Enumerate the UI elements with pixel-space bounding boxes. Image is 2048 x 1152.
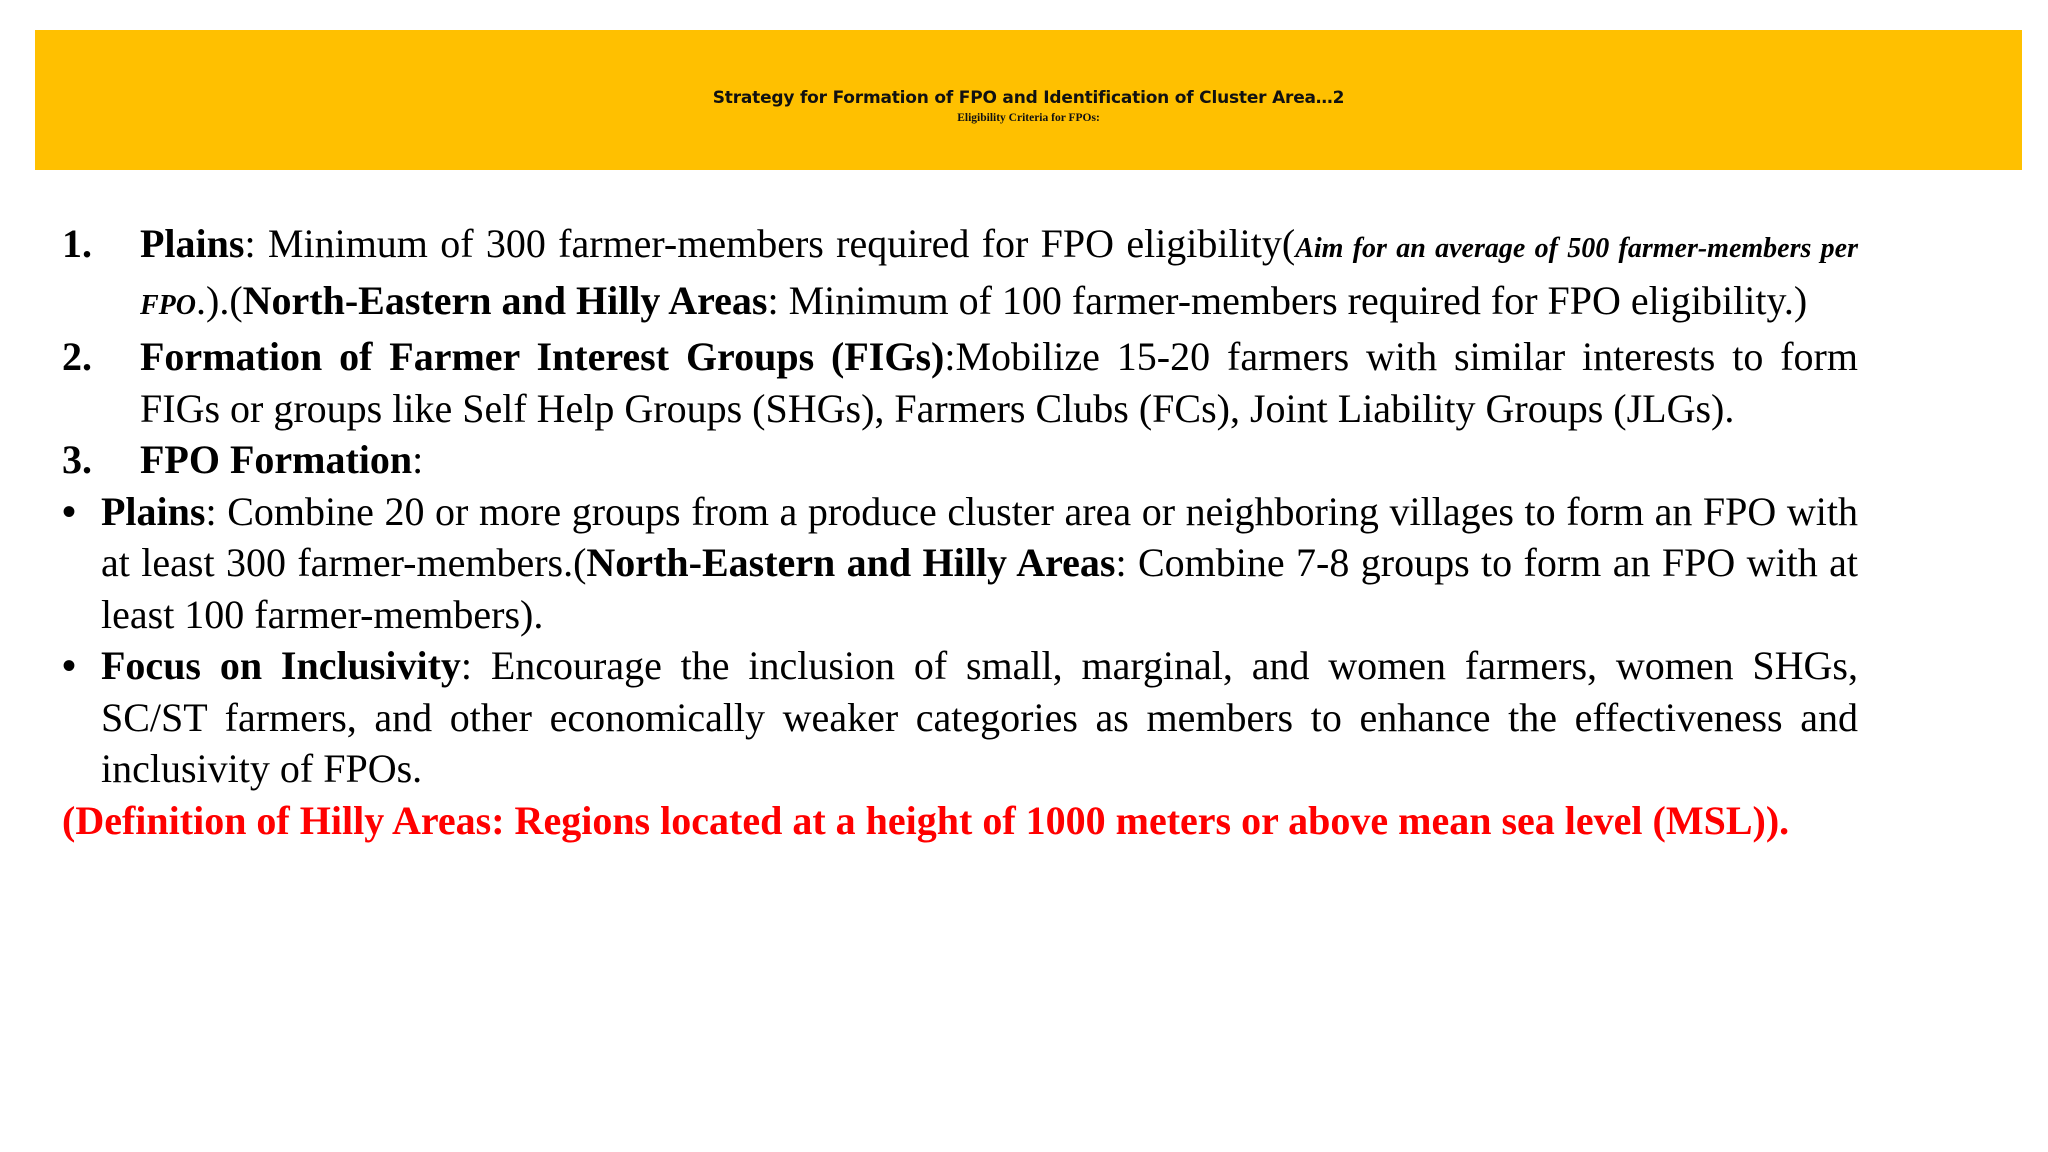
bullet-plains — [62, 486, 1858, 641]
point-text: :Mobilize 15-20 farmers with similar interests to form FIGs or groups like Self Help Groups (SHGs), Farmers Clubs (FCs), Joint Liability Groups (JLGs). — [140, 334, 1858, 431]
aim-note: Aim for an average of 500 farmer-members per FPO — [140, 233, 1858, 321]
bullet-label-secondary: North-Eastern and Hilly Areas — [586, 540, 1116, 585]
bullet-text: : Encourage the inclusion of small, marginal, and women farmers, women SHGs, SC/ST farmers, and other economically weaker categories as members to enhance the effectiveness and inclusivity of FPOs. — [101, 643, 1858, 791]
point-label-secondary: North-Eastern and Hilly Areas — [242, 277, 768, 323]
point-label: Plains — [140, 221, 245, 266]
bullet-inclusivity — [62, 640, 1858, 795]
bullet-label: Focus on Inclusivity — [101, 643, 461, 688]
point-number: 2. — [62, 334, 92, 379]
point-label: Formation of Farmer Interest Groups (FIGs) — [140, 334, 945, 379]
bullet-label: Plains — [101, 488, 206, 534]
slide-title: Strategy for Formation of FPO and Identification of Cluster Area…2 — [712, 88, 1345, 108]
point-text: : Minimum of 300 farmer-members required for FPO eligibility( — [244, 221, 1296, 266]
content-body — [62, 218, 1858, 846]
bullet-marker: • — [62, 643, 77, 688]
point-label: FPO Formation — [140, 437, 413, 482]
point-number: 1. — [62, 221, 92, 266]
point-plains — [62, 218, 1858, 331]
point-number: 3. — [62, 437, 92, 482]
point-figs — [62, 331, 1858, 434]
point-text: : — [412, 437, 424, 482]
hilly-areas-definition: (Definition of Hilly Areas: Regions located at a height of 1000 meters or above mean sea level (MSL)). — [62, 797, 1790, 843]
header-banner — [35, 30, 2022, 170]
point-text: : Minimum of 100 farmer-members required for FPO eligibility.) — [767, 277, 1808, 323]
bullet-marker: • — [62, 488, 77, 534]
bullet-text: : Combine 7-8 groups to form an FPO with at least 100 farmer-members). — [101, 540, 1859, 637]
point-text: .).( — [196, 277, 243, 323]
bullet-text: : Combine 20 or more groups from a produce cluster area or neighboring villages to form an FPO with at least 300 farmer-members.( — [101, 488, 1858, 585]
point-fpo-formation — [62, 434, 1858, 486]
slide-subtitle: Eligibility Criteria for FPOs: — [957, 112, 1100, 124]
